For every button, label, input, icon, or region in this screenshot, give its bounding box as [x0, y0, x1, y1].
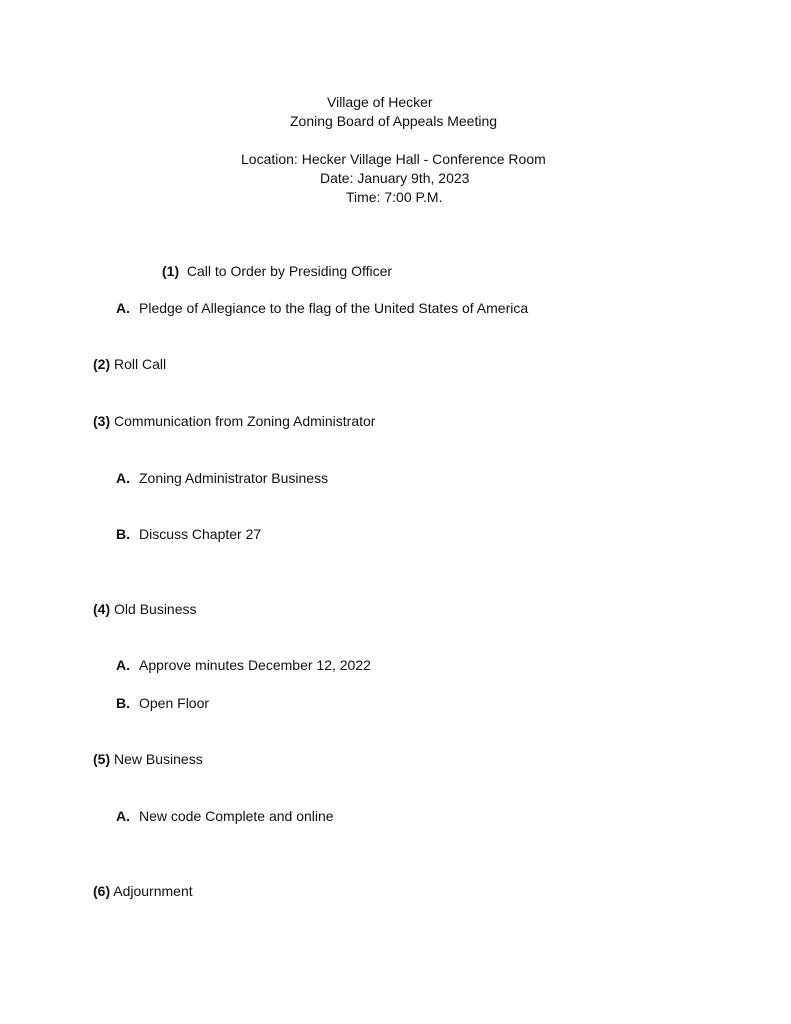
agenda-subitem-3b [116, 525, 261, 543]
subitem-label: Approve minutes December 12, 2022 [139, 657, 371, 673]
agenda-item-3 [93, 412, 375, 430]
meeting-time: Time: 7:00 P.M. [346, 189, 443, 205]
agenda-item-4 [93, 600, 197, 618]
agenda-item-5 [93, 750, 203, 768]
agenda-subitem-5a [116, 807, 334, 825]
agenda-item-label: Roll Call [114, 356, 167, 372]
agenda-item-number: (4) [93, 601, 111, 617]
org-name: Village of Hecker [327, 94, 433, 110]
meeting-date: Date: January 9th, 2023 [320, 170, 470, 186]
subitem-letter: A. [116, 657, 130, 673]
subitem-letter: A. [116, 470, 130, 486]
agenda-subitem-1a [116, 299, 528, 317]
subitem-label: Open Floor [139, 695, 210, 711]
agenda-item-number: (5) [93, 751, 111, 767]
agenda-item-1 [162, 262, 392, 280]
agenda-item-number: (1) [162, 263, 180, 279]
agenda-item-2 [93, 355, 166, 373]
agenda-item-label: Call to Order by Presiding Officer [186, 263, 393, 279]
subitem-label: Discuss Chapter 27 [139, 526, 262, 542]
subitem-label: Pledge of Allegiance to the flag of the United States of America [139, 300, 529, 316]
meeting-title: Zoning Board of Appeals Meeting [290, 113, 498, 129]
agenda-item-label: New Business [114, 751, 203, 767]
agenda-subitem-4a [116, 656, 371, 674]
agenda-subitem-4b [116, 694, 209, 712]
agenda-item-6 [93, 882, 193, 900]
subitem-label: New code Complete and online [139, 808, 334, 824]
subitem-letter: A. [116, 808, 130, 824]
subitem-label: Zoning Administrator Business [139, 470, 329, 486]
subitem-letter: B. [116, 695, 130, 711]
agenda-item-label: Adjournment [113, 883, 193, 899]
agenda-item-number: (2) [93, 356, 111, 372]
agenda-subitem-3a [116, 469, 328, 487]
agenda-item-label: Old Business [114, 601, 197, 617]
agenda-item-number: (3) [93, 413, 111, 429]
subitem-letter: B. [116, 526, 130, 542]
subitem-letter: A. [116, 300, 130, 316]
meeting-location: Location: Hecker Village Hall - Conference Room [241, 151, 546, 167]
agenda-item-number: (6) [93, 883, 111, 899]
agenda-item-label: Communication from Zoning Administrator [114, 413, 376, 429]
